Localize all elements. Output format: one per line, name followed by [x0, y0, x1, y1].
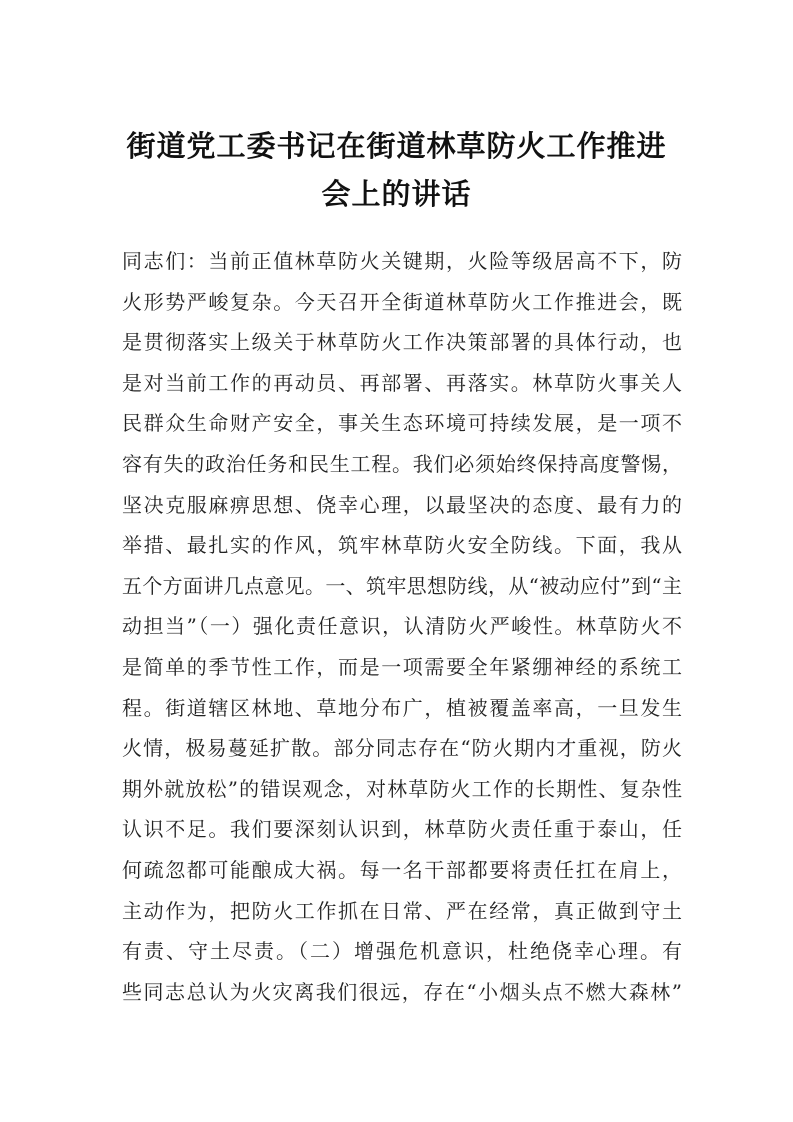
body-line: 主动作为，把防火工作抓在日常、严在经常，真正做到守土: [122, 898, 682, 923]
body-line: 五个方面讲几点意见。一、筑牢思想防线，从“被动应付”到“主: [122, 573, 682, 598]
body-line: 是对当前工作的再动员、再部署、再落实。林草防火事关人: [122, 370, 682, 395]
body-line: 认识不足。我们要深刻认识到，林草防火责任重于泰山，任: [122, 817, 682, 842]
body-line: 同志们：当前正值林草防火关键期，火险等级居高不下，防: [122, 249, 682, 273]
body-line: 举措、最扎实的作风，筑牢林草防火安全防线。下面，我从: [122, 533, 682, 558]
body-line: 些同志总认为火灾离我们很远，存在“小烟头点不燃大森林”: [122, 979, 682, 1004]
body-line: 民群众生命财产安全，事关生态环境可持续发展，是一项不: [122, 411, 682, 436]
body-line: 何疏忽都可能酿成大祸。每一名干部都要将责任扛在肩上，: [122, 857, 682, 882]
body-line: 火形势严峻复杂。今天召开全街道林草防火工作推进会，既: [122, 289, 682, 314]
body-line: 是简单的季节性工作，而是一项需要全年紧绷神经的系统工: [122, 654, 682, 679]
body-line: 期外就放松”的错误观念，对林草防火工作的长期性、复杂性: [122, 776, 682, 801]
body-line: 坚决克服麻痹思想、侥幸心理，以最坚决的态度、最有力的: [122, 492, 682, 517]
document-body: [122, 241, 682, 1012]
body-line: 程。街道辖区林地、草地分布广，植被覆盖率高，一旦发生: [122, 695, 682, 720]
document-title-line-1: 街道党工委书记在街道林草防火工作推进: [126, 129, 667, 163]
body-line: 动担当”（一）强化责任意识，认清防火严峻性。林草防火不: [122, 614, 682, 639]
body-line: 火情，极易蔓延扩散。部分同志存在“防火期内才重视，防火: [122, 736, 682, 761]
body-line: 容有失的政治任务和民生工程。我们必须始终保持高度警惕，: [122, 451, 682, 476]
body-line: 有责、守土尽责。（二）增强危机意识，杜绝侥幸心理。有: [122, 939, 682, 964]
body-line: 是贯彻落实上级关于林草防火工作决策部署的具体行动，也: [122, 330, 682, 355]
document-title-line-2: 会上的讲话: [321, 177, 472, 211]
